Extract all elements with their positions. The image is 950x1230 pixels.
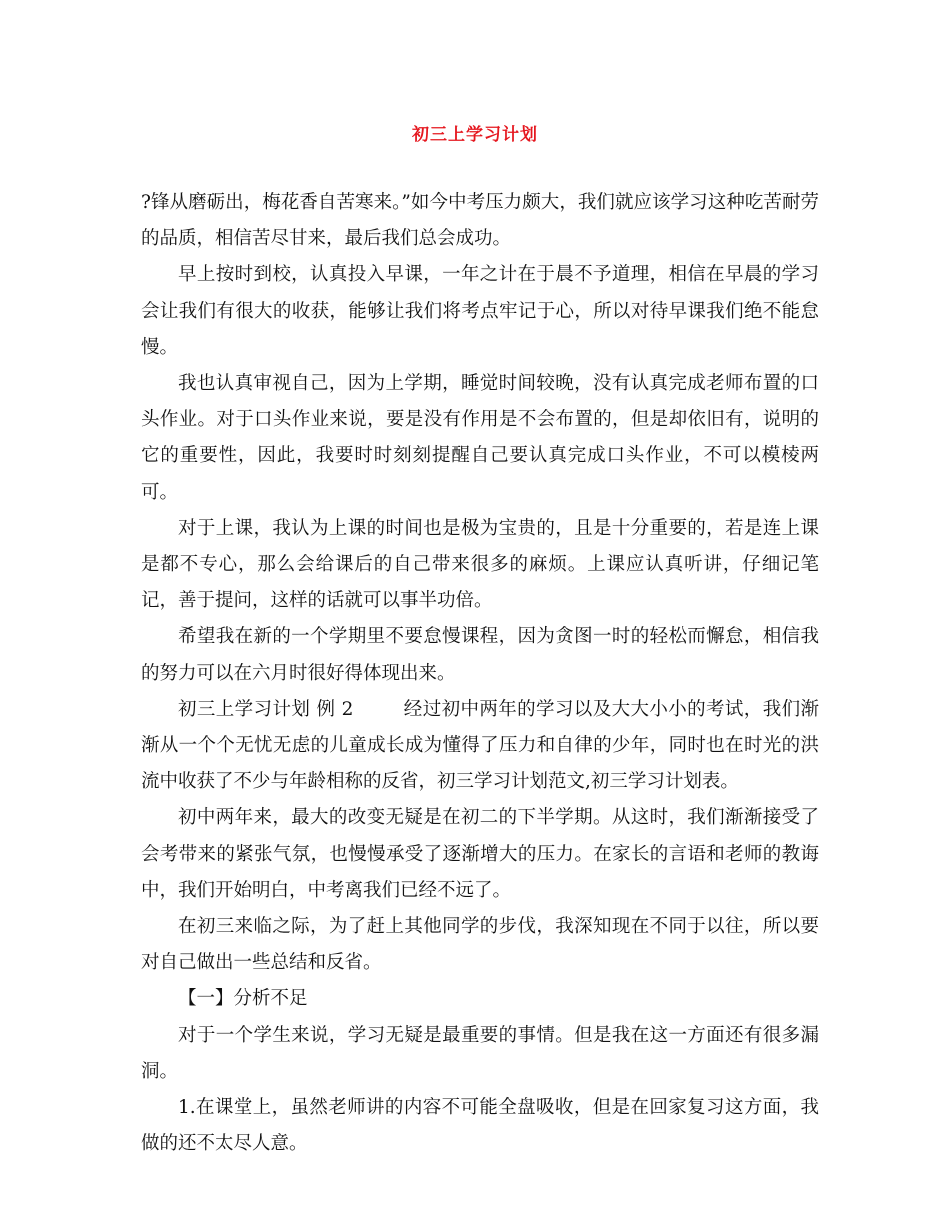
example-label: 初三上学习计划 例 2 xyxy=(178,698,354,720)
paragraph: 1.在课堂上，虽然老师讲的内容不可能全盘吸收，但是在回家复习这方面，我做的还不太尽人意。 xyxy=(141,1097,819,1155)
paragraph: 我也认真审视自己，因为上学期，睡觉时间较晚，没有认真完成老师布置的口头作业。对于口头作业来说，要是没有作用是不会布置的，但是却依旧有，说明的它的重要性，因此，我要时时刻刻提醒自己要认真完成口头作业，不可以模棱两可。 xyxy=(141,373,819,503)
paragraph: 对于一个学生来说，学习无疑是最重要的事情。但是我在这一方面还有很多漏洞。 xyxy=(141,1024,819,1082)
paragraph: 对于上课，我认为上课的时间也是极为宝贵的，且是十分重要的，若是连上课是都不专心，那么会给课后的自己带来很多的麻烦。上课应认真听讲，仔细记笔记，善于提问，这样的话就可以事半功倍。 xyxy=(141,517,819,612)
example-paragraph xyxy=(141,692,819,801)
paragraph: ?锋从磨砺出，梅花香自苦寒来。”如今中考压力颇大，我们就应该学习这种吃苦耐劳的品质，相信苦尽甘来，最后我们总会成功。 xyxy=(141,192,819,250)
example-text: 经过初中两年的学习以及大大小小的考试，我们渐渐从一个个无忧无虑的儿童成长成为懂得了压力和自律的少年，同时也在时光的洪流中收获了不少与年龄相称的反省，初三学习计划范文,初三学习计划表。 xyxy=(141,698,819,793)
paragraph: 在初三来临之际，为了赶上其他同学的步伐，我深知现在不同于以往，所以要对自己做出一些总结和反省。 xyxy=(141,916,819,974)
paragraph: 希望我在新的一个学期里不要怠慢课程，因为贪图一时的轻松而懈怠，相信我的努力可以在六月时很好得体现出来。 xyxy=(141,626,819,684)
document-title: 初三上学习计划 xyxy=(412,125,538,145)
paragraph: 初中两年来，最大的改变无疑是在初二的下半学期。从这时，我们渐渐接受了会考带来的紧张气氛，也慢慢承受了逐渐增大的压力。在家长的言语和老师的教诲中，我们开始明白，中考离我们已经不远了。 xyxy=(141,807,819,901)
section-heading: 【一】分析不足 xyxy=(178,988,308,1010)
document-body xyxy=(141,185,819,1162)
paragraph: 早上按时到校，认真投入早课，一年之计在于晨不予道理，相信在早晨的学习会让我们有很大的收获，能够让我们将考点牢记于心，所以对待早课我们绝不能怠慢。 xyxy=(141,264,819,358)
